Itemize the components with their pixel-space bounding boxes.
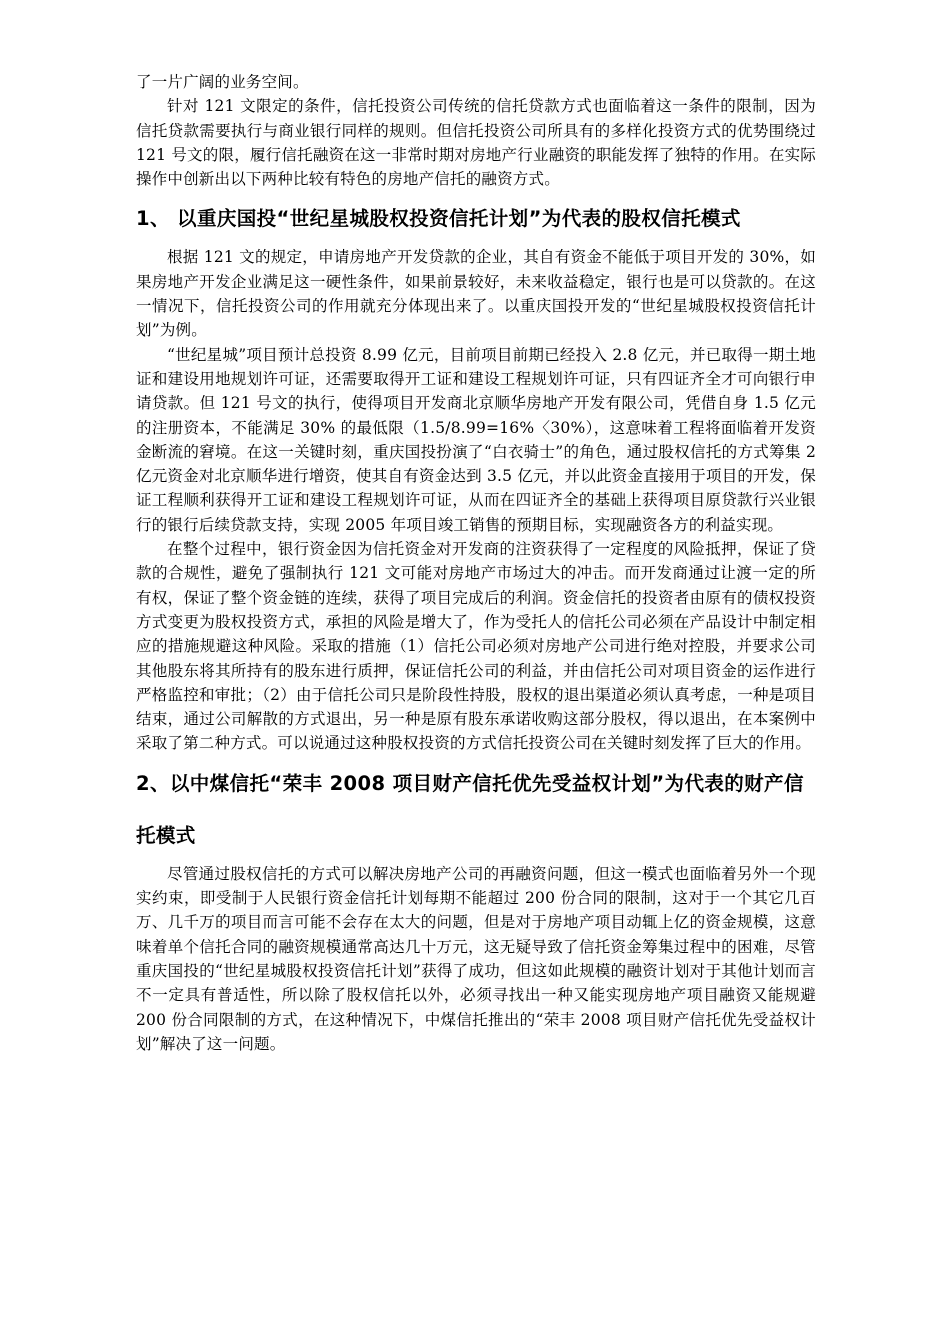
paragraph-intro-continuation: 了一片广阔的业务空间。 [136, 73, 309, 91]
paragraph-section1-1: 根据 121 文的规定，申请房地产开发贷款的企业，其自有资金不能低于项目开发的 30%，如果房地产开发企业满足这一硬性条件，如果前景较好，未来收益稳定，银行也是可以贷款的。在这一情况下，信托投资公司的作用就充分体现出来了。以重庆国投开发的“世纪星城股权投资信托计划”为例。 [136, 248, 816, 340]
section-heading-2: 2、以中煤信托“荣丰 2008 项目财产信托优先受益权计划”为代表的财产信托模式 [136, 771, 804, 847]
paragraph-intro: 针对 121 文限定的条件，信托投资公司传统的信托贷款方式也面临着这一条件的限制，因为信托贷款需要执行与商业银行同样的规则。但信托投资公司所具有的多样化投资方式的优势围绕过 121 号文的限，履行信托融资在这一非常时期对房地产行业融资的职能发挥了独特的作用。在实际操作中创新出以下两种比较有特色的房地产信托的融资方式。 [136, 97, 816, 189]
section-heading-1: 1、 以重庆国投“世纪星城股权投资信托计划”为代表的股权信托模式 [136, 207, 741, 231]
paragraph-section1-2: “世纪星城”项目预计总投资 8.99 亿元，目前项目前期已经投入 2.8 亿元，并已取得一期土地证和建设用地规划许可证，还需要取得开工证和建设工程规划许可证，只有四证齐全才可向银行申请贷款。但 121 号文的执行，使得项目开发商北京顺华房地产开发有限公司，凭借自身 1.5 亿元的注册资本，不能满足 30% 的最低限（1.5/8.99=16%〈30%），这意味着工程将面临着开发资金断流的窘境。在这一关键时刻，重庆国投扮演了“白衣骑士”的角色，通过股权信托的方式筹集 2 亿元资金对北京顺华进行增资，使其自有资金达到 3.5 亿元，并以此资金直接用于项目的开发，保证工程顺利获得开工证和建设工程规划许可证，从而在四证齐全的基础上获得项目原贷款行兴业银行的银行后续贷款支持，实现 2005 年项目竣工销售的预期目标，实现融资各方的利益实现。 [136, 345, 816, 534]
document-page [136, 70, 816, 1056]
paragraph-section2-1: 尽管通过股权信托的方式可以解决房地产公司的再融资问题，但这一模式也面临着另外一个现实约束，即受制于人民银行资金信托计划每期不能超过 200 份合同的限制，这对于一个其它几百万、几千万的项目而言可能不会存在太大的问题，但是对于房地产项目动辄上亿的资金规模，这意味着单个信托合同的融资规模通常高达几十万元，这无疑导致了信托资金筹集过程中的困难，尽管重庆国投的“世纪星城股权投资信托计划”获得了成功，但这如此规模的融资计划对于其他计划而言不一定具有普适性，所以除了股权信托以外，必须寻找出一种又能实现房地产项目融资又能规避 200 份合同限制的方式，在这种情况下，中煤信托推出的“荣丰 2008 项目财产信托优先受益权计划”解决了这一问题。 [136, 864, 816, 1053]
paragraph-section1-3: 在整个过程中，银行资金因为信托资金对开发商的注资获得了一定程度的风险抵押，保证了贷款的合规性，避免了强制执行 121 文可能对房地产市场过大的冲击。而开发商通过让渡一定的所有权，保证了整个资金链的连续，获得了项目完成后的利润。资金信托的投资者由原有的债权投资方式变更为股权投资方式，承担的风险是增大了，作为受托人的信托公司必须在产品设计中制定相应的措施规避这种风险。采取的措施（1）信托公司必须对房地产公司进行绝对控股，并要求公司其他股东将其所持有的股东进行质押，保证信托公司的利益，并由信托公司对项目资金的运作进行严格监控和审批；（2）由于信托公司只是阶段性持股，股权的退出渠道必须认真考虑，一种是项目结束，通过公司解散的方式退出，另一种是原有股东承诺收购这部分股权，得以退出，在本案例中采取了第二种方式。可以说通过这种股权投资的方式信托投资公司在关键时刻发挥了巨大的作用。 [136, 540, 816, 753]
